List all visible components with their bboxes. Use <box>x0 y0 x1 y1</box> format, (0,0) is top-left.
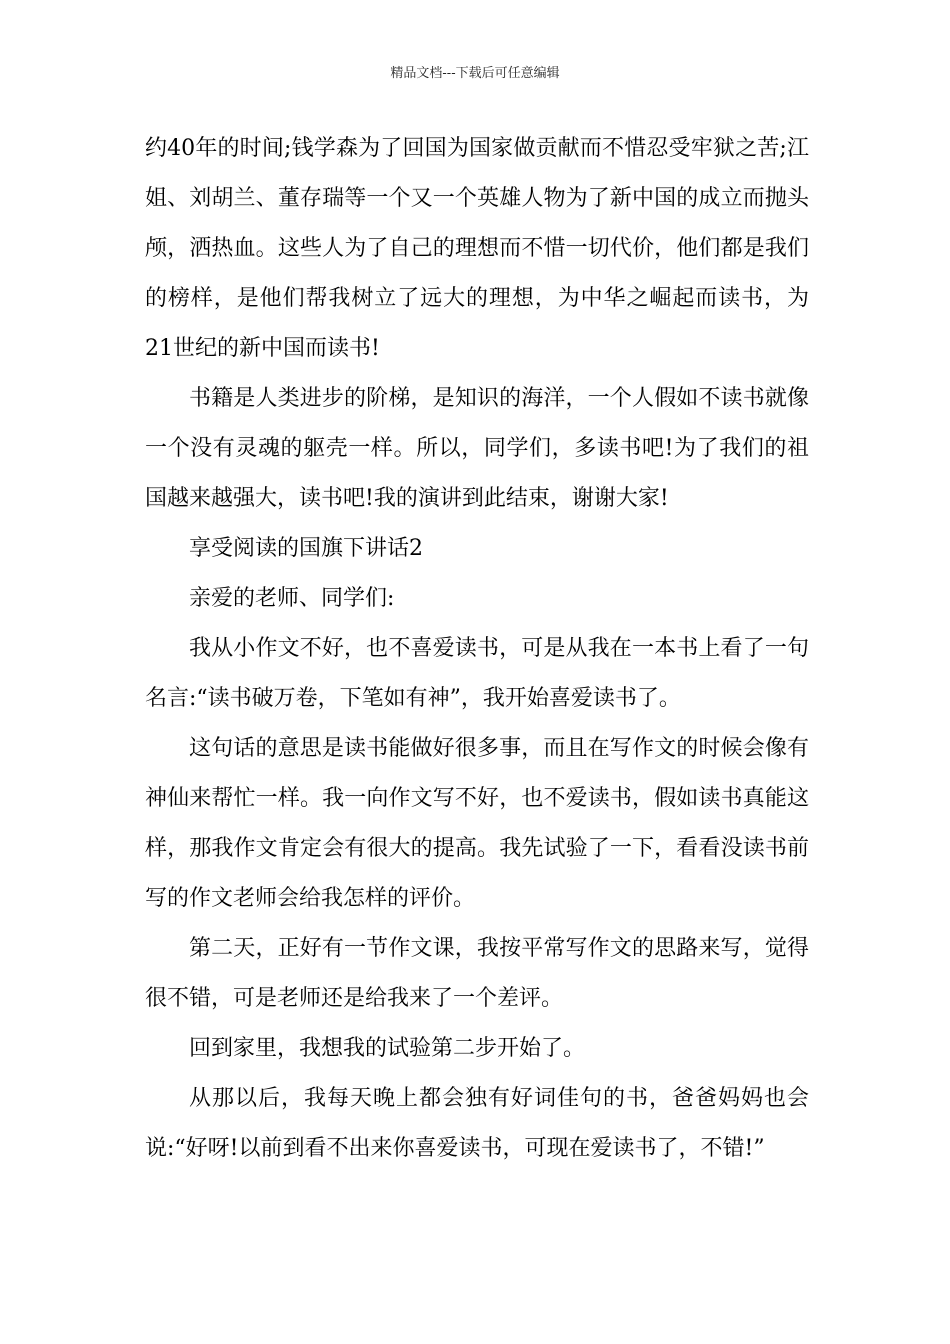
page-header: 精品文档---下载后可任意编辑 <box>390 66 560 81</box>
paragraph: 我从小作文不好，也不喜爱读书，可是从我在一本书上看了一句名言:“读书破万卷，下笔如有神”，我开始喜爱读书了。 <box>145 636 809 711</box>
paragraph: 第二天，正好有一节作文课，我按平常写作文的思路来写，觉得很不错，可是老师还是给我来了一个差评。 <box>145 936 809 1011</box>
paragraph-continuation: 约40年的时间;钱学森为了回国为国家做贡献而不惜忍受牢狱之苦;江姐、刘胡兰、董存瑞等一个又一个英雄人物为了新中国的成立而抛头颅，洒热血。这些人为了自己的理想而不惜一切代价，他们都是我们的榜样，是他们帮我树立了远大的理想，为中华之崛起而读书，为21世纪的新中国而读书! <box>145 136 809 361</box>
document-body <box>145 124 809 1174</box>
paragraph: 从那以后，我每天晚上都会独有好词佳句的书，爸爸妈妈也会说:“好呀!以前到看不出来你喜爱读书，可现在爱读书了，不错!” <box>145 1086 809 1161</box>
paragraph: 回到家里，我想我的试验第二步开始了。 <box>189 1036 586 1061</box>
paragraph: 这句话的意思是读书能做好很多事，而且在写作文的时候会像有神仙来帮忙一样。我一向作文写不好，也不爱读书，假如读书真能这样，那我作文肯定会有很大的提高。我先试验了一下，看看没读书前写的作文老师会给我怎样的评价。 <box>145 736 809 911</box>
section-title: 享受阅读的国旗下讲话2 <box>189 536 423 561</box>
salutation: 亲爱的老师、同学们: <box>189 586 395 611</box>
paragraph: 书籍是人类进步的阶梯，是知识的海洋，一个人假如不读书就像一个没有灵魂的躯壳一样。所以，同学们，多读书吧!为了我们的祖国越来越强大，读书吧!我的演讲到此结束，谢谢大家! <box>145 386 809 511</box>
